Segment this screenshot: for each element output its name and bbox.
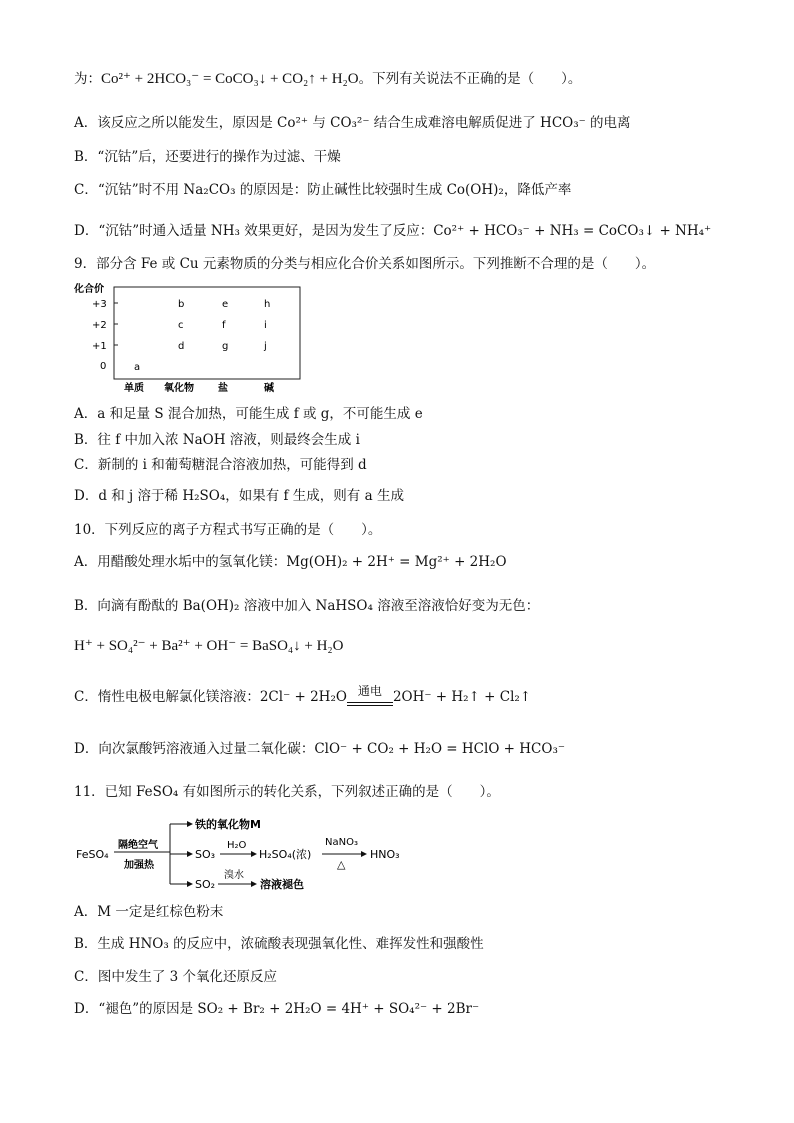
xtick-oxide: 氧化物 (164, 383, 194, 393)
point-g: g (222, 341, 229, 352)
q8-intro: 为： (74, 71, 101, 87)
q8-option-b: B．“沉钴”后，还要进行的操作为过滤、干燥 (74, 149, 341, 165)
chart-frame (114, 287, 300, 379)
ytick-zero: 0 (100, 361, 107, 372)
xtick-element: 单质 (124, 383, 144, 393)
valence-chart (74, 281, 306, 393)
electrolysis-condition: 通电 (357, 684, 382, 698)
point-c: c (178, 320, 184, 331)
q8-option-d: D．“沉钴”时通入适量 NH₃ 效果更好，是因为发生了反应：Co²⁺ + HCO₃⁻ + NH₃ = CoCO₃↓ + NH₄⁺ (74, 223, 712, 239)
flow-hno3: HNO₃ (370, 848, 400, 861)
q10-option-b-equation: H⁺ + SO₄²⁻ + Ba²⁺ + OH⁻ = BaSO₄↓ + H₂O (74, 638, 344, 654)
flow-h2so4: H₂SO₄(浓) (259, 848, 312, 861)
flow-bromine-water: 溴水 (224, 870, 244, 881)
flow-oxide-m: 铁的氧化物M (195, 818, 261, 831)
flow-cond-top: 隔绝空气 (118, 840, 158, 851)
q11-option-b: B．生成 HNO₃ 的反应中，浓硫酸表现强氧化性、难挥发性和强酸性 (74, 936, 484, 952)
q9-option-a: A．a 和足量 S 混合加热，可能生成 f 或 g，不可能生成 e (74, 406, 423, 422)
ytick-plus3: +3 (92, 299, 107, 310)
q10-option-b: B．向滴有酚酞的 Ba(OH)₂ 溶液中加入 NaHSO₄ 溶液至溶液恰好变为无色： (74, 598, 540, 614)
flow-h2o: H₂O (227, 840, 247, 851)
flow-heat: △ (337, 858, 346, 871)
flow-result: 溶液褪色 (260, 878, 304, 891)
point-f: f (222, 320, 226, 331)
q8-stem: 。下列有关说法不正确的是（ ）。 (358, 71, 582, 87)
xtick-salt: 盐 (218, 383, 228, 393)
flow-so2: SO₂ (195, 878, 216, 891)
point-b: b (178, 299, 185, 310)
point-e: e (222, 299, 229, 310)
q11-stem: 11．已知 FeSO₄ 有如图所示的转化关系，下列叙述正确的是（ ）。 (74, 784, 500, 800)
q11-option-d: D．“褪色”的原因是 SO₂ + Br₂ + 2H₂O = 4H⁺ + SO₄²⁻ + 2Br⁻ (74, 1001, 480, 1017)
q10-option-c (74, 684, 532, 706)
feso4-flow-diagram (74, 812, 424, 894)
point-d: d (178, 341, 185, 352)
xtick-base: 碱 (264, 383, 274, 393)
q8-equation: Co²⁺ + 2HCO₃⁻ = CoCO₃↓ + CO₂↑ + H₂O (101, 71, 359, 87)
point-j: j (264, 341, 267, 352)
q9-stem: 9．部分含 Fe 或 Cu 元素物质的分类与相应化合价关系如图所示。下列推断不合理的是（ ）。 (74, 256, 656, 272)
point-a: a (134, 362, 141, 373)
point-h: h (264, 299, 271, 310)
q8-option-c: C．“沉钴”时不用 Na₂CO₃ 的原因是：防止碱性比较强时生成 Co(OH)₂，降低产率 (74, 182, 572, 198)
ytick-plus1: +1 (92, 341, 107, 352)
q9-option-d: D．d 和 j 溶于稀 H₂SO₄，如果有 f 生成，则有 a 生成 (74, 488, 404, 504)
q9-option-c: C．新制的 i 和葡萄糖混合溶液加热，可能得到 d (74, 457, 367, 473)
q8-intro-line (74, 70, 581, 88)
flow-nano3: NaNO₃ (325, 837, 358, 848)
q10-stem: 10．下列反应的离子方程式书写正确的是（ ）。 (74, 522, 382, 538)
flow-so3: SO₃ (195, 848, 216, 861)
chart-ylabel: 化合价 (74, 284, 104, 295)
ytick-plus2: +2 (92, 320, 107, 331)
q10-option-a: A．用醋酸处理水垢中的氢氧化镁：Mg(OH)₂ + 2H⁺ = Mg²⁺ + 2H₂O (74, 554, 507, 570)
q10-option-d: D．向次氯酸钙溶液通入过量二氧化碳：ClO⁻ + CO₂ + H₂O = HClO + HCO₃⁻ (74, 741, 565, 757)
flow-start: FeSO₄ (76, 848, 109, 861)
q10-c-left: C．惰性电极电解氯化镁溶液：2Cl⁻ + 2H₂O (74, 689, 347, 705)
q11-option-c: C．图中发生了 3 个氧化还原反应 (74, 969, 278, 985)
q8-option-a: A．该反应之所以能发生，原因是 Co²⁺ 与 CO₃²⁻ 结合生成难溶电解质促进了 HCO₃⁻ 的电离 (74, 115, 631, 131)
flow-cond-bottom: 加强热 (124, 860, 154, 871)
electrolysis-arrow (347, 684, 393, 706)
q11-option-a: A．M 一定是红棕色粉末 (74, 904, 224, 920)
q9-option-b: B．往 f 中加入浓 NaOH 溶液，则最终会生成 i (74, 432, 360, 448)
point-i: i (264, 320, 267, 331)
q10-c-right: 2OH⁻ + H₂↑ + Cl₂↑ (392, 689, 532, 705)
